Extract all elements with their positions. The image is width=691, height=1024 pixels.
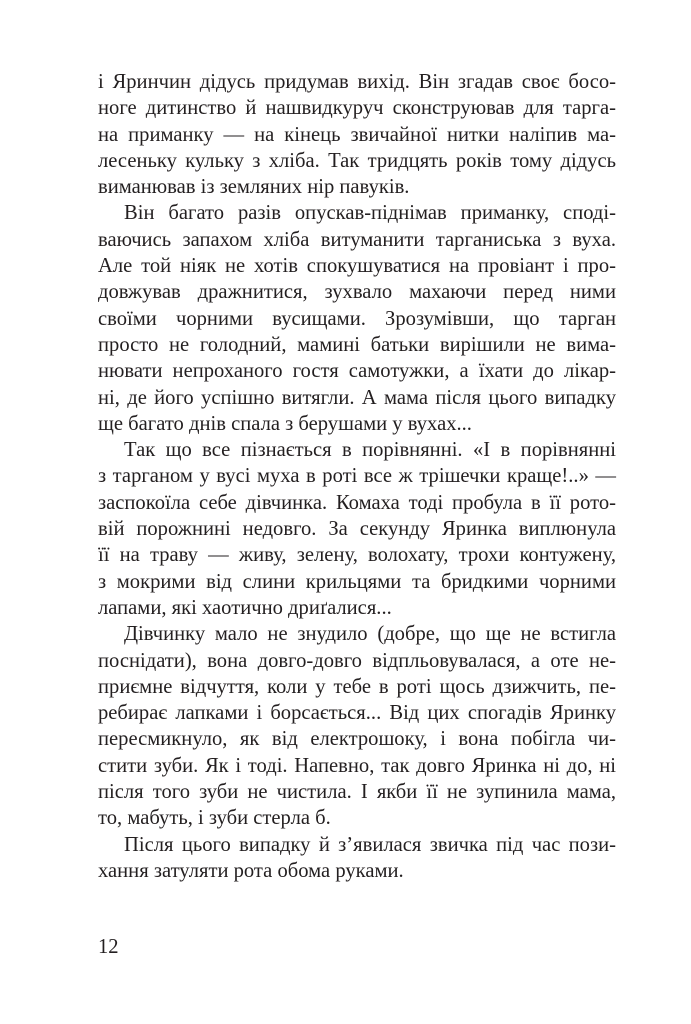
text-line: приємне відчуття, коли у тебе в роті щось дзижчить, пе- xyxy=(98,675,616,698)
paragraph xyxy=(98,832,616,885)
text-line: після того зуби не чистила. І якби її не зупинила мама, xyxy=(98,781,616,804)
text-line: Після цього випадку й з’явилася звичка під час пози- xyxy=(124,833,616,856)
text-line: пересмикнуло, як від електрошоку, і вона побігла чи- xyxy=(98,728,616,751)
text-line: заспокоїла себе дівчинка. Комаха тоді пробула в її рото- xyxy=(98,491,616,514)
text-line: ні, де його успішно витягли. А мама після цього випадку xyxy=(98,386,616,409)
text-line: поснідати), вона довго-довго відпльовувалася, а оте не- xyxy=(98,649,616,672)
text-line: своїми чорними вусищами. Зрозумівши, що тарган xyxy=(98,307,616,330)
text-line: Але той ніяк не хотів спокушуватися на провіант і про- xyxy=(98,255,616,278)
text-line: стити зуби. Як і тоді. Напевно, так довго Яринка ні до, ні xyxy=(98,754,616,777)
text-line: виманював із земляних нір павуків. xyxy=(98,176,410,199)
text-line: лапами, які хаотично дриґалися... xyxy=(98,596,392,619)
text-line: Він багато разів опускав-піднімав приманку, сподi- xyxy=(124,202,616,225)
text-line: з мокрими від слини крильцями та бридкими чорними xyxy=(98,570,616,593)
text-line: ваючись запахом хліба витуманити тарганиська з вуха. xyxy=(98,228,616,251)
text-line: ребирає лапками і борсається... Від цих спогадів Яринку xyxy=(98,702,616,725)
text-line: просто не голодний, мамині батьки вирішили не вима- xyxy=(98,333,616,356)
paragraph xyxy=(98,621,616,831)
text-line: її на траву — живу, зелену, волохату, трохи контужену, xyxy=(98,544,616,567)
paragraph xyxy=(98,437,616,621)
text-line: нювати непроханого гостя самотужки, а їхати до лікар- xyxy=(98,360,616,383)
paragraph xyxy=(98,200,616,437)
text-line: вій порожнині недовго. За секунду Яринка виплюнула xyxy=(98,518,616,541)
text-line: лесеньку кульку з хліба. Так тридцять років тому дідусь xyxy=(98,149,616,172)
text-line: і Яринчин дідусь придумав вихід. Він згадав своє босо- xyxy=(98,71,616,93)
text-line: Так що все пізнається в порівнянні. «І в порівнянні xyxy=(124,439,616,462)
text-line: Дівчинку мало не знудило (добре, що ще не встигла xyxy=(124,623,616,646)
page-body xyxy=(98,69,616,884)
text-line: хання затуляти рота обома руками. xyxy=(98,859,404,882)
text-line: ноге дитинство й нашвидкуруч сконструював для тарга- xyxy=(98,97,616,120)
paragraph xyxy=(98,69,616,200)
text-line: ще багато днів спала з берушами у вухах... xyxy=(98,412,472,435)
text-line: довжував дражнитися, зухвало махаючи перед ними xyxy=(98,281,616,304)
text-line: на приманку — на кінець звичайної нитки наліпив ма- xyxy=(98,123,616,146)
text-line: з тарганом у вусі муха в роті все ж трішечки краще!..» — xyxy=(98,465,616,488)
text-line: то, мабуть, і зуби стерла б. xyxy=(98,807,331,830)
page-number: 12 xyxy=(98,936,119,958)
